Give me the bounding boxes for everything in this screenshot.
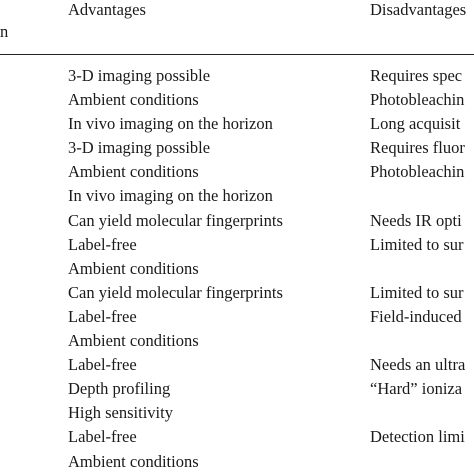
table-row <box>0 136 474 160</box>
advantage-cell: In vivo imaging on the horizon <box>68 114 273 134</box>
table-row <box>0 257 474 281</box>
advantage-cell: Label-free <box>68 306 137 326</box>
header-advantages: Advantages <box>68 0 146 19</box>
advantage-cell: Ambient conditions <box>68 90 199 110</box>
table-row <box>0 353 474 377</box>
disadvantage-cell: Needs IR opti <box>370 210 462 230</box>
disadvantage-cell: Requires fluor <box>370 138 465 158</box>
table-row <box>0 281 474 305</box>
disadvantage-cell: “Hard” ioniza <box>370 379 463 399</box>
advantage-cell: Label-free <box>68 427 137 447</box>
disadvantage-cell: Photobleachin <box>370 162 465 182</box>
advantage-cell: Ambient conditions <box>68 162 199 182</box>
table-row <box>0 184 474 208</box>
disadvantage-cell: Requires spec <box>370 66 463 85</box>
advantage-cell: Label-free <box>68 355 137 375</box>
disadvantage-cell: Limited to sur <box>370 234 464 254</box>
disadvantage-cell: Field-induced <box>370 306 462 326</box>
disadvantage-cell: Photobleachin <box>370 90 465 110</box>
table-row <box>0 450 474 474</box>
advantage-cell: Can yield molecular fingerprints <box>68 210 283 230</box>
table-row <box>0 425 474 449</box>
header-rule <box>0 54 474 55</box>
advantage-cell: Depth profiling <box>68 379 171 399</box>
advantage-cell: Label-free <box>68 234 137 254</box>
disadvantage-cell: Needs an ultra <box>370 355 466 375</box>
table-row <box>0 401 474 425</box>
advantage-cell: Ambient conditions <box>68 451 199 471</box>
table-row <box>0 112 474 136</box>
advantage-cell: Ambient conditions <box>68 258 199 278</box>
advantage-cell: 3-D imaging possible <box>68 66 211 85</box>
table-row <box>0 64 474 88</box>
advantage-cell: 3-D imaging possible <box>68 138 211 158</box>
table-row <box>0 233 474 257</box>
advantage-cell: In vivo imaging on the horizon <box>68 186 273 206</box>
table-row <box>0 160 474 184</box>
disadvantage-cell: Limited to sur <box>370 282 464 302</box>
advantage-cell: High sensitivity <box>68 403 173 423</box>
header-disadvantages: Disadvantages <box>370 0 467 19</box>
advantage-cell: Can yield molecular fingerprints <box>68 282 283 302</box>
table-row <box>0 329 474 353</box>
table-row <box>0 209 474 233</box>
table-row <box>0 88 474 112</box>
disadvantage-cell: Long acquisit <box>370 114 461 134</box>
disadvantage-cell: Detection limi <box>370 427 465 447</box>
table-row <box>0 377 474 401</box>
header-method-fragment: n <box>0 22 9 41</box>
advantage-cell: Ambient conditions <box>68 331 199 351</box>
table-row <box>0 305 474 329</box>
table-body <box>0 64 474 474</box>
